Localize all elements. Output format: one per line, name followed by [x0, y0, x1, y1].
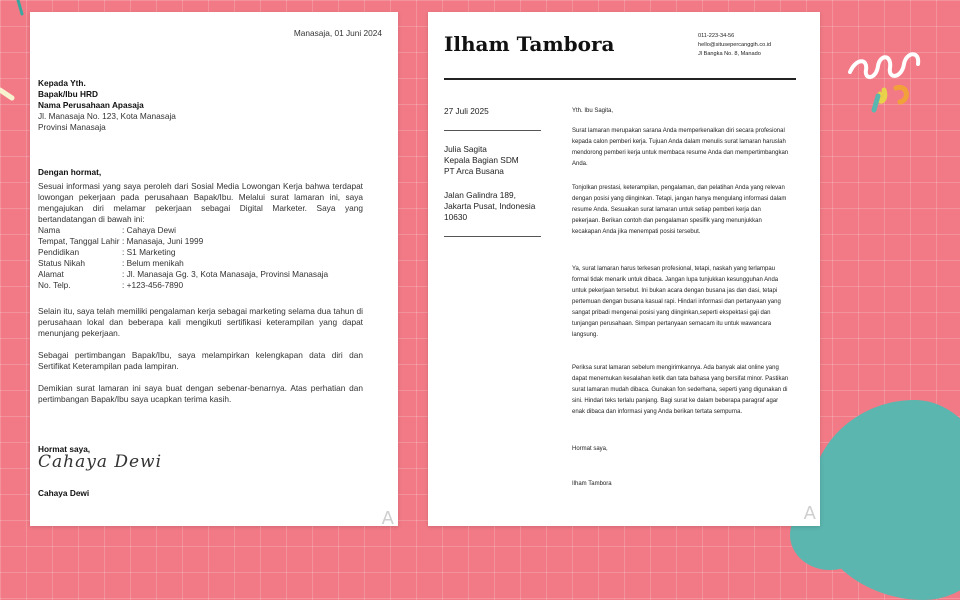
cover-letter-page-2 [428, 12, 820, 526]
address-line: 10630 [444, 212, 468, 222]
detail-label: Status Nikah [38, 258, 86, 268]
detail-label: Pendidikan [38, 247, 80, 257]
detail-value: : Jl. Manasaja Gg. 3, Kota Manasaja, Provinsi Manasaja [122, 269, 329, 279]
recipient-line: Jl. Manasaja No. 123, Kota Manasaja [38, 111, 176, 121]
personal-details-table [38, 225, 328, 291]
recipient-name: Julia Sagita [444, 144, 487, 154]
body-paragraph: Tonjolkan prestasi, keterampilan, pengalaman, dan pelatihan Anda yang relevan dengan posisi yang diinginkan. Tetapi, jangan hanya mengulang informasi dalam resume Anda. Sesuaikan surat lamaran untuk setiap pemberi kerja dan pekerjaan. Berikan contoh dan pengalaman spesifik yang menunjukkan kecakapan Anda jika menempati posisi tersebut. [572, 185, 787, 235]
header-divider [444, 78, 796, 80]
table-row [38, 236, 328, 247]
letter-date: 27 Juli 2025 [444, 106, 489, 116]
table-row [38, 280, 328, 291]
detail-value: : S1 Marketing [122, 247, 176, 257]
detail-label: Tempat, Tanggal Lahir [38, 236, 120, 246]
cover-letter-page-1 [30, 12, 398, 529]
closing-salutation: Hormat saya, [572, 446, 608, 452]
recipient-line: Provinsi Manasaja [38, 122, 106, 132]
recipient-line: Bapak/Ibu HRD [38, 89, 98, 99]
recipient-address [444, 190, 535, 223]
body-paragraph: Ya, surat lamaran harus terkesan profesional, tetapi, naskah yang terlampau formal tidak menarik untuk dibaca. Jangan lupa tunjukkan kesungguhan Anda untuk pekerjaan tersebut. Ini bukan acara dengan busana jas dan dasi, tetapi pertemuan dengan busana kasual rapi. Hindari informasi dan pertanyaan yang sangat pribadi mengenai posisi yang diinginkan,seperti ekspektasi gaji dan tunjangan perusahaan. Simpan pertanyaan semacam itu untuk wawancara langsung. [572, 266, 781, 338]
address-line: Jakarta Pusat, Indonesia [444, 201, 536, 211]
recipient-title: Kepala Bagian SDM [444, 155, 519, 165]
recipient-line: Nama Perusahaan Apasaja [38, 100, 144, 110]
detail-label: No. Telp. [38, 280, 71, 290]
contact-phone: 011-223-34-56 [698, 33, 735, 39]
closing-salutation: Hormat saya, [38, 444, 91, 454]
corner-decoration-icon [0, 80, 26, 140]
squiggle-decoration-icon [846, 40, 946, 120]
contact-block [698, 32, 771, 59]
sender-name: Ilham Tambora [444, 32, 615, 56]
signer-name: Ilham Tambora [572, 481, 612, 487]
closing-paragraph: Demikian surat lamaran ini saya buat dengan sebenar-benarnya. Atas perhatian dan pertimbangan Bapak/Ibu saya ucapkan terima kasih. [38, 383, 363, 404]
contact-address: Jl Bangka No. 8, Manado [698, 51, 761, 57]
divider [444, 236, 541, 237]
table-row [38, 225, 328, 236]
recipient-company: PT Arca Busana [444, 166, 504, 176]
address-line: Jalan Galindra 189, [444, 190, 516, 200]
table-row [38, 269, 328, 280]
detail-label: Alamat [38, 269, 64, 279]
handwritten-signature: Cahaya Dewi [38, 452, 163, 472]
attachment-paragraph: Sebagai pertimbangan Bapak/Ibu, saya melampirkan kelengkapan data diri dan Sertifikat Keterampilan pada lampiran. [38, 350, 363, 371]
contact-email: hello@situsepercanggih.co.id [698, 42, 772, 48]
greeting: Dengan hormat, [38, 167, 102, 177]
experience-paragraph: Selain itu, saya telah memiliki pengalaman kerja sebagai marketing selama dua tahun di perusahaan lokal dan beberapa kali mengikuti sertifikasi keterampilan yang dapat menunjang pekerjaan. [38, 306, 363, 338]
detail-value: : Manasaja, Juni 1999 [122, 236, 204, 246]
body-paragraph: Periksa surat lamaran sebelum mengirimkannya. Ada banyak alat online yang dapat menemukan kesalahan ketik dan tata bahasa yang bersifat minor. Pastikan surat lamaran mudah dibaca. Gunakan fon sederhana, seperti yang digunakan di sini. Hindari teks terlalu panjang. Bagi surat ke dalam beberapa paragraf agar enak dibaca dan informasi yang Anda berikan tertata sempurna. [572, 365, 789, 415]
detail-value: : +123-456-7890 [122, 280, 184, 290]
recipient-block [38, 78, 176, 133]
intro-paragraph: Sesuai informasi yang saya peroleh dari Sosial Media Lowongan Kerja bahwa terdapat lowongan pekerjaan pada perusahaan Bapak/Ibu. Melalui surat lamaran ini, saya mengajukan diri melamar pekerjaan sebagai Digital Marketer. Saya yang bertandatangan di bawah ini: [38, 181, 363, 224]
detail-value: : Belum menikah [122, 258, 184, 268]
detail-value: : Cahaya Dewi [122, 225, 176, 235]
table-row [38, 258, 328, 269]
detail-label: Nama [38, 225, 61, 235]
signer-name: Cahaya Dewi [38, 488, 90, 498]
recipient-line: Kepada Yth. [38, 78, 86, 88]
page-corner-mark: A [381, 508, 394, 529]
divider [444, 130, 541, 131]
letter-date: Manasaja, 01 Juni 2024 [293, 28, 382, 38]
recipient-block [444, 144, 519, 177]
page-corner-mark: A [803, 503, 816, 524]
salutation: Yth. Ibu Sagita, [572, 108, 614, 114]
body-paragraph: Surat lamaran merupakan sarana Anda memperkenalkan diri secara profesional kepada calon pemberi kerja. Tujuan Anda dalam menulis surat lamaran haruslah mendorong pemberi kerja untuk membaca resume Anda dan mempertimbangkan Anda. [572, 128, 789, 167]
table-row [38, 247, 328, 258]
